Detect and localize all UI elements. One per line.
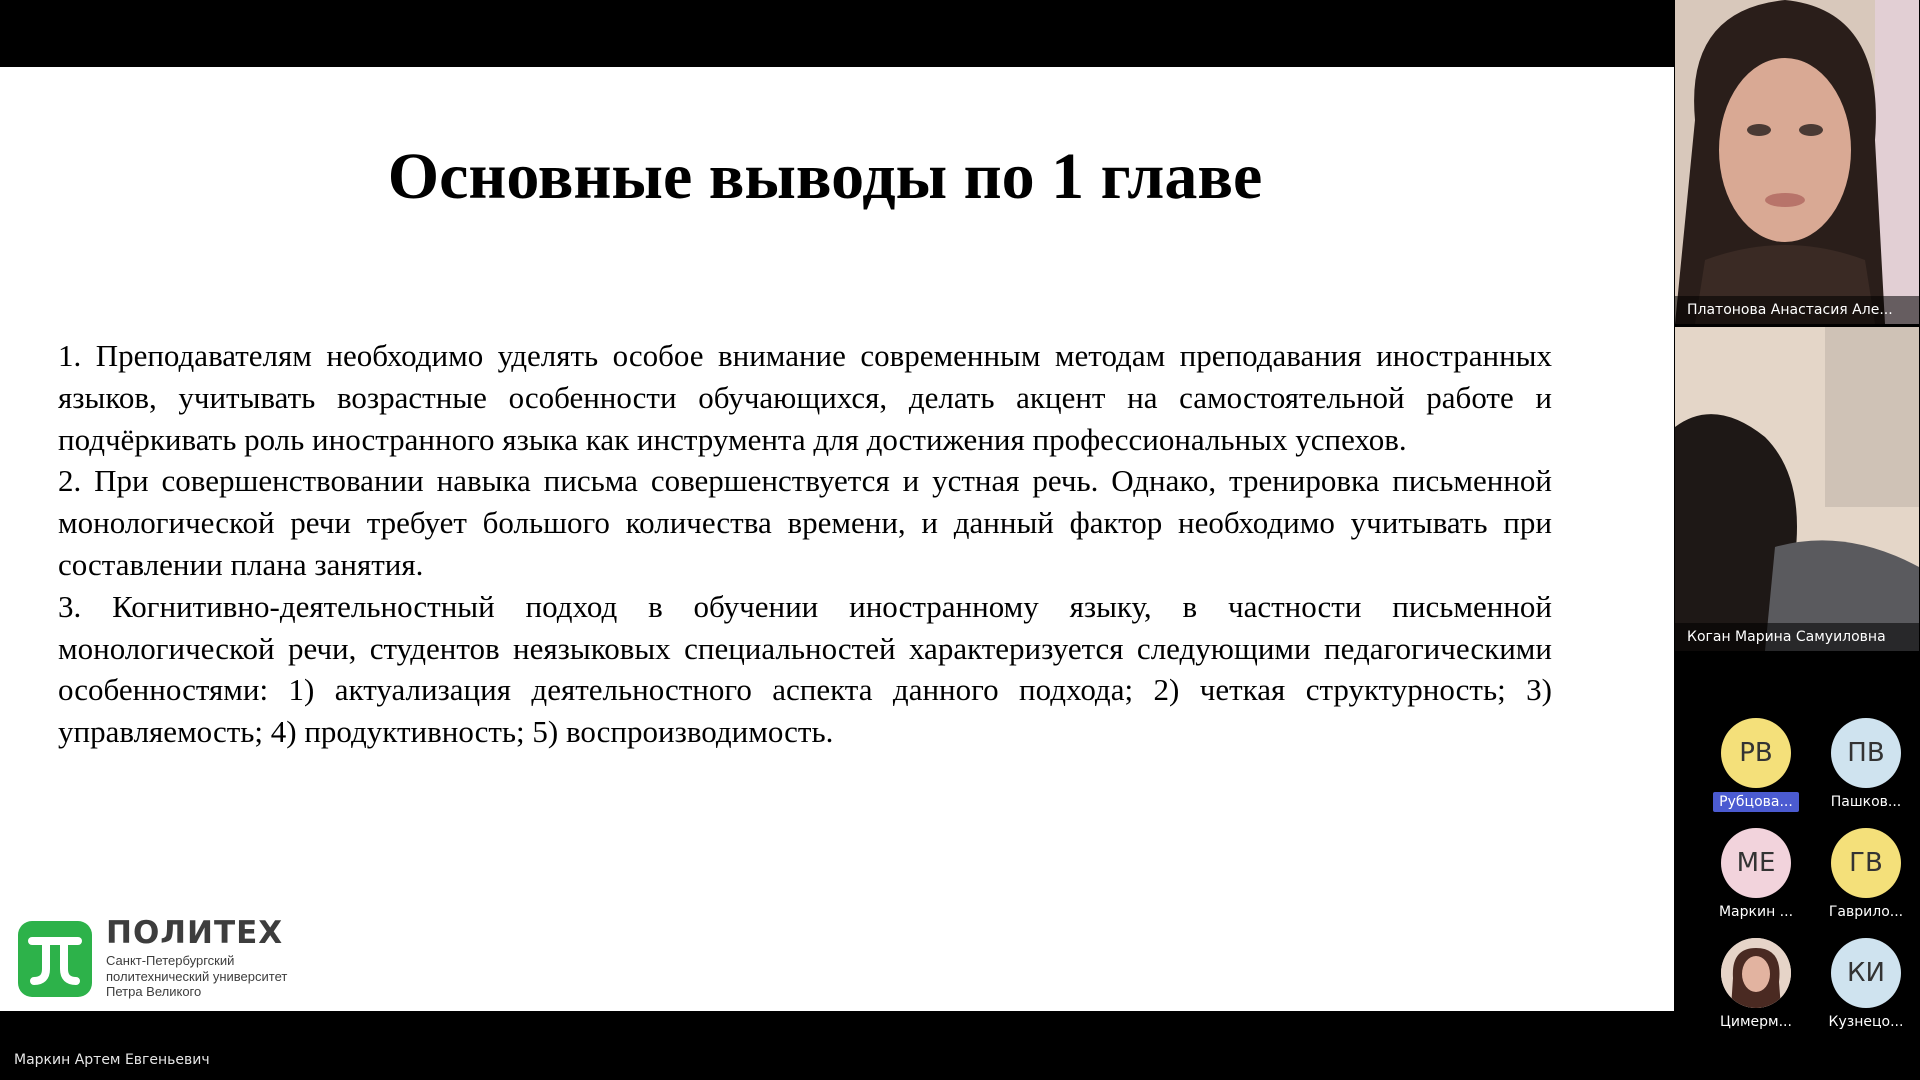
logo-subtitle-line: Санкт-Петербургский — [106, 953, 235, 968]
participant-avatar: МЕ — [1721, 828, 1791, 898]
slide-paragraph-3: 3. Когнитивно-деятельностный подход в обучении иностранному языку, в частности письменной монологической речи, студентов неязыковых специальностей характеризуется следующими педагогическими особенностями: 1) актуализация деятельностного аспекта данного подхода; 2) четкая структурность; 3) управляемость; 4) продуктивность; 5) воспроизводимость. — [58, 588, 1552, 750]
participant-avatar-photo — [1721, 938, 1791, 1008]
slide-body — [58, 335, 1552, 753]
participant-video-tile[interactable] — [1675, 327, 1919, 651]
participant-avatar-name: Пашков... — [1830, 794, 1902, 810]
logo-subtitle-line: Петра Великого — [106, 984, 202, 999]
slide-title: Основные выводы по 1 главе — [387, 140, 1263, 213]
polytech-logo-icon — [18, 921, 92, 997]
logo-subtitle — [106, 953, 346, 1000]
participant-avatar-cell[interactable] — [1704, 828, 1808, 924]
participant-avatar: ГВ — [1831, 828, 1901, 898]
participant-avatar: РВ — [1721, 718, 1791, 788]
slide-paragraph-2: 2. При совершенствовании навыка письма совершенствуется и устная речь. Однако, тренировка письменной монологической речи требует большого количества времени, и данный фактор необходимо учитывать при составлении плана занятия. — [58, 463, 1552, 582]
participant-avatar-name: Цимерм... — [1720, 1014, 1792, 1030]
avatar-photo-icon — [1721, 938, 1791, 1008]
participant-avatar-cell[interactable] — [1704, 718, 1808, 814]
participant-name-label: Платонова Анастасия Але... — [1675, 296, 1919, 324]
participant-avatar-name: Кузнецо... — [1828, 1014, 1904, 1030]
participants-panel — [1674, 0, 1920, 1080]
participant-avatar-cell[interactable] — [1704, 938, 1808, 1034]
participant-avatar-name: Маркин ... — [1718, 904, 1794, 920]
participant-avatar: ПВ — [1831, 718, 1901, 788]
participant-avatar: КИ — [1831, 938, 1901, 1008]
participant-avatar-cell[interactable] — [1814, 938, 1918, 1034]
participant-avatar-name: Рубцова... — [1713, 792, 1799, 812]
logo-subtitle-line: политехнический университет — [106, 968, 288, 984]
presenter-name: Маркин Артем Евгеньевич — [14, 1052, 210, 1068]
participant-avatar-cell[interactable] — [1814, 718, 1918, 814]
participant-avatar-name: Гаврило... — [1828, 904, 1904, 920]
participant-video-image — [1675, 0, 1919, 324]
participant-video-tile[interactable] — [1675, 0, 1919, 324]
participant-name-label: Коган Марина Самуиловна — [1675, 623, 1919, 651]
participant-avatar-cell[interactable] — [1814, 828, 1918, 924]
slide-paragraph-1: 1. Преподавателям необходимо уделять особое внимание современным методам преподавания иностранных языков, учитывать возрастные особенности обучающихся, делать акцент на самостоятельной работе и подчёркивать роль иностранного языка как инструмента для достижения профессиональных успехов. — [58, 338, 1552, 457]
participant-video-image — [1675, 327, 1919, 651]
presentation-slide — [0, 67, 1674, 1011]
logo-name: ПОЛИТЕХ — [106, 915, 284, 951]
